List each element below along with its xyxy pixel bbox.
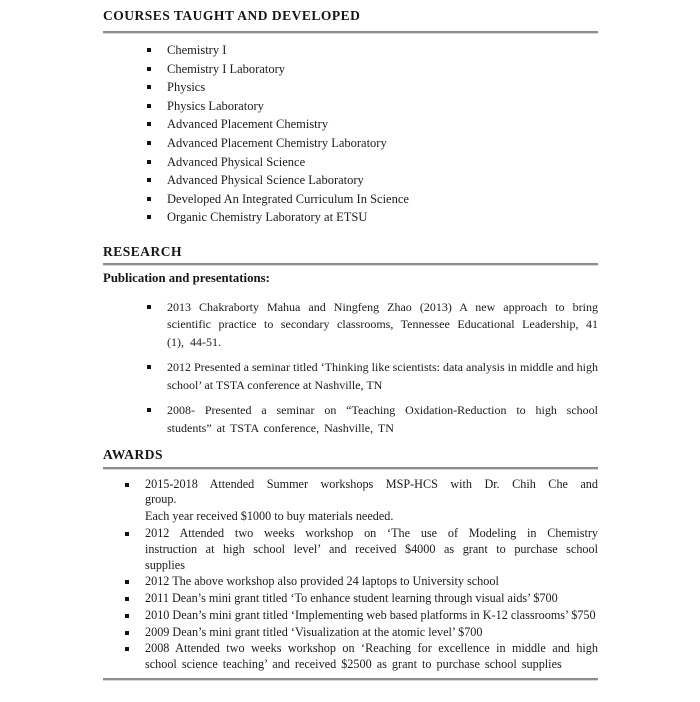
bullet-icon [147, 48, 151, 52]
research-divider [103, 263, 598, 266]
bullet-icon [147, 197, 151, 201]
list-item [103, 190, 598, 209]
list-item [103, 591, 598, 607]
course-text: Developed An Integrated Curriculum In Science [167, 191, 409, 206]
course-text: Chemistry I Laboratory [167, 61, 286, 76]
section-courses [103, 7, 598, 227]
bullet-icon [125, 580, 129, 584]
course-text: Physics [167, 80, 206, 95]
bullet-icon [147, 104, 151, 108]
research-list [103, 299, 598, 437]
document-page [103, 0, 598, 681]
award-text: 2012 Attended two weeks workshop on ‘The use of Modeling in Chemistry instruction at high school level’ and received $4000 as grant to purchase school supplies [145, 525, 598, 572]
section-research [103, 243, 598, 437]
bullet-icon [125, 483, 129, 487]
awards-divider [103, 467, 598, 470]
research-section-title: RESEARCH [103, 243, 183, 259]
research-subtitle: Publication and presentations: [103, 270, 270, 285]
list-item [103, 526, 598, 573]
bullet-icon [125, 597, 129, 601]
list-item [103, 41, 598, 60]
bullet-icon [147, 85, 151, 89]
list-item [103, 625, 598, 641]
list-item [103, 115, 598, 134]
award-text: 2015-2018 Attended Summer workshops MSP-HCS with Dr. Chih Che and group. [145, 476, 598, 507]
award-text: 2011 Dean’s mini grant titled ‘To enhance student learning through visual aids’ $700 [145, 591, 558, 606]
publication-text: 2012 Presented a seminar titled ‘Thinking like scientists: data analysis in middle and high school’ at TSTA conference at Nashville, TN [167, 360, 598, 392]
list-item [103, 477, 598, 525]
course-text: Advanced Physical Science Laboratory [167, 173, 364, 188]
bullet-icon [147, 160, 151, 164]
bullet-icon [147, 365, 151, 369]
bullet-icon [147, 408, 151, 412]
publication-text: 2013 Chakraborty Mahua and Ningfeng Zhao (2013) A new approach to bring scientific practice to secondary classrooms, Tennessee Educational Leadership, 41 (1), 44-51. [167, 299, 598, 349]
course-text: Physics Laboratory [167, 98, 264, 113]
awards-list [103, 477, 598, 674]
course-text: Advanced Placement Chemistry [167, 117, 329, 132]
awards-section-title: AWARDS [103, 446, 164, 462]
bullet-icon [147, 305, 151, 309]
course-text: Organic Chemistry Laboratory at ETSU [167, 210, 368, 225]
award-text: 2008 Attended two weeks workshop on ‘Reaching for excellence in middle and high school science teaching’ and received $2500 as grant to purchase school supplies [145, 641, 598, 672]
bullet-icon [125, 647, 129, 651]
bullet-icon [147, 122, 151, 126]
bullet-icon [125, 532, 129, 536]
bullet-icon [125, 614, 129, 618]
bullet-icon [125, 631, 129, 635]
award-text: 2010 Dean’s mini grant titled ‘Implementing web based platforms in K-12 classrooms’ $750 [145, 607, 596, 622]
list-item [103, 402, 598, 437]
list-item [103, 60, 598, 79]
bullet-icon [147, 141, 151, 145]
page-bottom-divider [103, 678, 598, 681]
course-text: Advanced Physical Science [167, 154, 306, 169]
bullet-icon [147, 215, 151, 219]
courses-divider [103, 31, 598, 34]
course-text: Chemistry I [167, 43, 227, 57]
award-note: Each year received $1000 to buy materials needed. [145, 509, 394, 524]
list-item [103, 208, 598, 227]
list-item [103, 608, 598, 624]
list-item [103, 359, 598, 394]
list-item [103, 641, 598, 673]
list-item [103, 134, 598, 153]
bullet-icon [147, 67, 151, 71]
award-text: 2009 Dean’s mini grant titled ‘Visualization at the atomic level’ $700 [145, 624, 483, 639]
award-text: 2012 The above workshop also provided 24 laptops to University school [145, 574, 499, 589]
course-text: Advanced Placement Chemistry Laboratory [167, 135, 387, 150]
list-item [103, 97, 598, 116]
list-item [103, 299, 598, 351]
list-item [103, 78, 598, 97]
bullet-icon [147, 178, 151, 182]
courses-section-title: COURSES TAUGHT AND DEVELOPED [103, 8, 361, 23]
list-item [103, 574, 598, 590]
list-item [103, 171, 598, 190]
publication-text: 2008- Presented a seminar on “Teaching Oxidation-Reduction to high school students” at TSTA conference, Nashville, TN [167, 403, 598, 435]
section-awards [103, 446, 598, 674]
list-item [103, 153, 598, 172]
courses-list [103, 41, 598, 227]
